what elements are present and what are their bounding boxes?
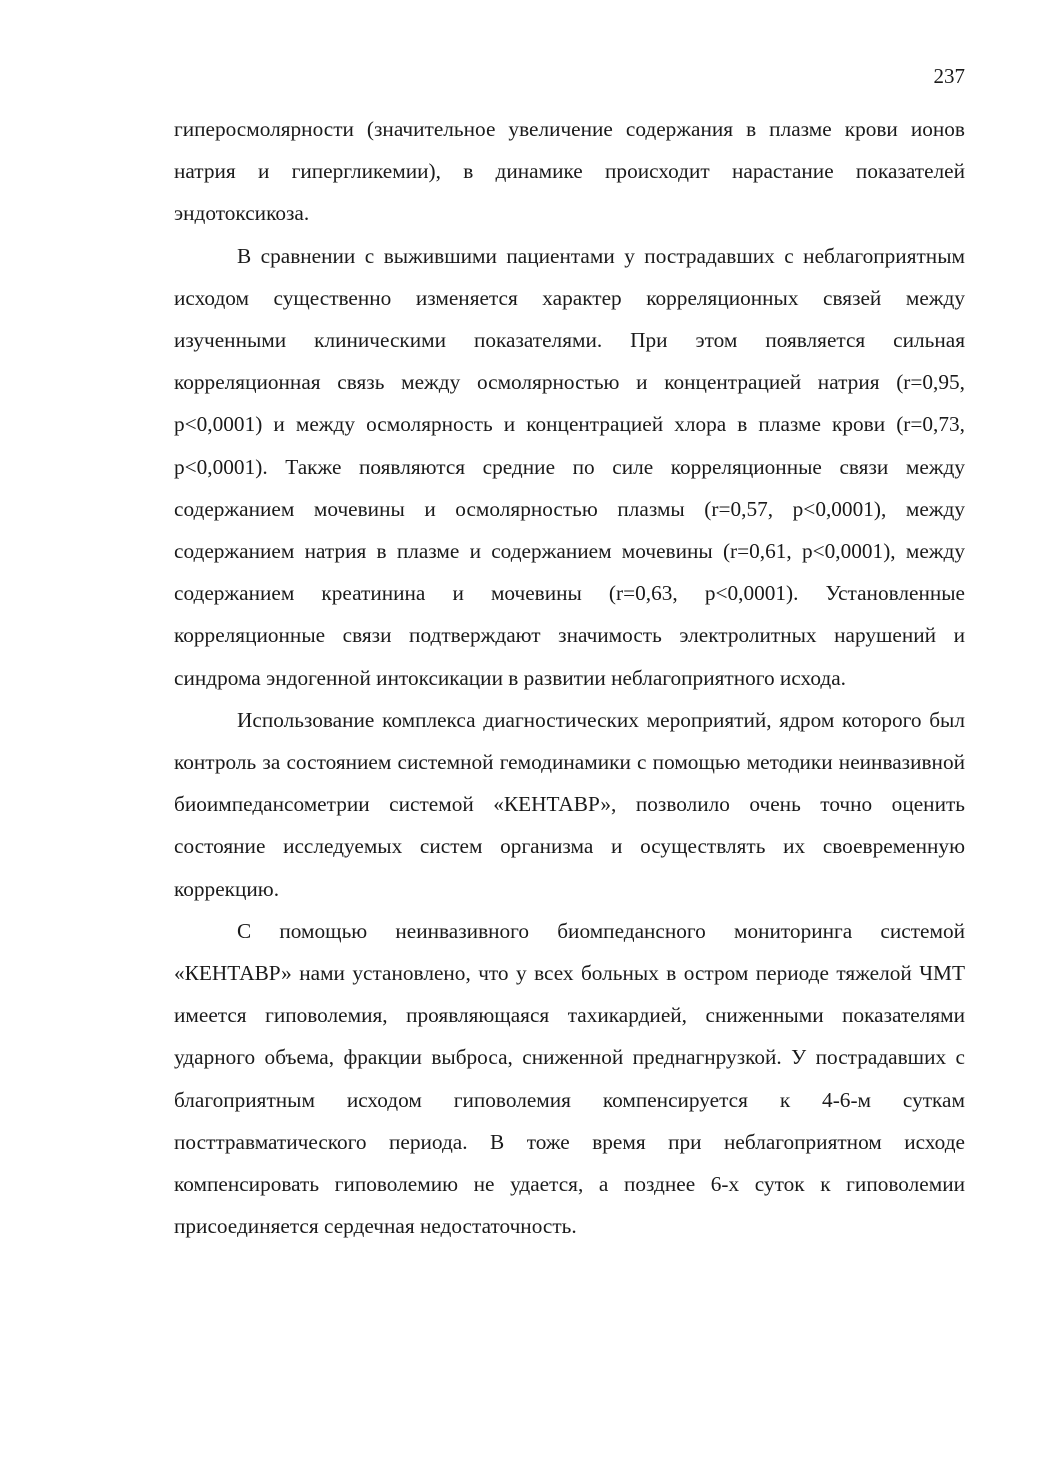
document-body — [174, 108, 965, 1247]
paragraph-correlation: В сравнении с выжившими пациентами у пострадавших с неблагоприятным исходом существенно изменяется характер корреляционных связей между изученными клиническими показателями. При этом появляется сильная корреляционная связь между осмолярностью и концентрацией натрия (r=0,95, p<0,0001) и между осмолярность и концентрацией хлора в плазме крови (r=0,73, p<0,0001). Также появляются средние по силе корреляционные связи между содержанием мочевины и осмолярностью плазмы (r=0,57, p<0,0001), между содержанием натрия в плазме и содержанием мочевины (r=0,61, p<0,0001), между содержанием креатинина и мочевины (r=0,63, p<0,0001). Установленные корреляционные связи подтверждают значимость электролитных нарушений и синдрома эндогенной интоксикации в развитии неблагоприятного исхода. — [174, 243, 965, 690]
paragraph-hyperosmolarity: гиперосмолярности (значительное увеличение содержания в плазме крови ионов натрия и гипергликемии), в динамике происходит нарастание показателей эндотоксикоза. — [174, 117, 965, 226]
paragraph-diagnostics: Использование комплекса диагностических мероприятий, ядром которого был контроль за состоянием системной гемодинамики с помощью методики неинвазивной биоимпедансометрии системой «КЕНТАВР», позволило очень точно оценить состояние исследуемых систем организма и осуществлять их своевременную коррекцию. — [174, 707, 965, 901]
page-number: 237 — [933, 64, 965, 88]
paragraph-monitoring: С помощью неинвазивного биомпедансного мониторинга системой «КЕНТАВР» нами установлено, что у всех больных в остром периоде тяжелой ЧМТ имеется гиповолемия, проявляющаяся тахикардией, сниженными показателями ударного объема, фракции выброса, сниженной преднагнрузкой. У пострадавших с благоприятным исходом гиповолемия компенсируется к 4-6-м суткам посттравматического периода. В тоже время при неблагоприятном исходе компенсировать гиповолемию не удается, а позднее 6-х суток к гиповолемии присоединяется сердечная недостаточность. — [174, 918, 965, 1239]
